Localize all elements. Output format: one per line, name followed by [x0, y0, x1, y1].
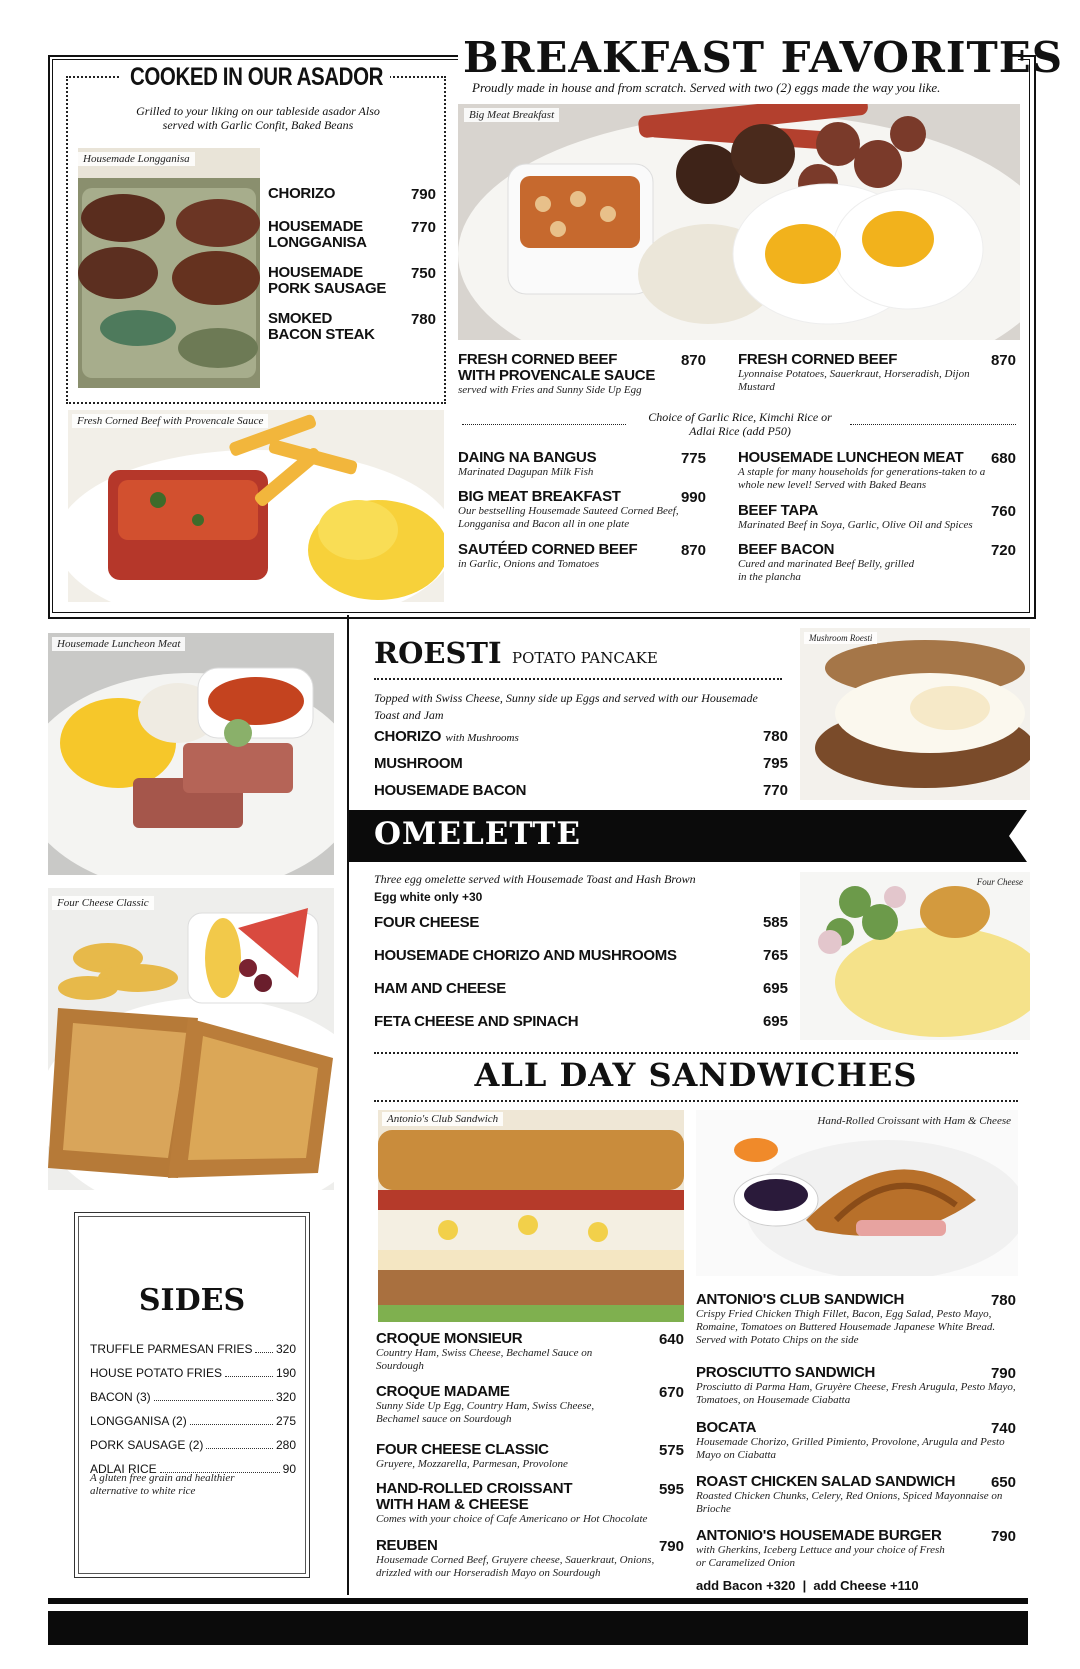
- provencale-caption: Fresh Corned Beef with Provencale Sauce: [72, 414, 268, 428]
- club-sandwich-caption: Antonio's Club Sandwich: [382, 1112, 503, 1126]
- item-name: BIG MEAT BREAKFAST: [458, 488, 621, 505]
- item-name: SMOKED BACON STEAK: [268, 310, 375, 343]
- club-sandwich-image: [378, 1110, 684, 1322]
- sandwich-item: [376, 1481, 684, 1526]
- item-name: CROQUE MADAME: [376, 1383, 510, 1400]
- sandwich-item: [376, 1442, 684, 1471]
- four-cheese-classic-photo: [48, 888, 334, 1190]
- big-breakfast-image: [458, 104, 1020, 340]
- item-price: 760: [990, 503, 1016, 520]
- item-price: 790: [990, 1365, 1016, 1382]
- side-item: [90, 1380, 296, 1404]
- item-description: Our bestselling Housemade Sauteed Corned Beef, Longganisa and Bacon all in one plate: [458, 505, 679, 530]
- item-price: 775: [680, 450, 706, 467]
- breakfast-title: BREAKFAST FAVORITES: [463, 33, 1064, 82]
- item-price: 870: [680, 542, 706, 559]
- luncheon-meat-image: [48, 633, 334, 875]
- roesti-title: ROESTI: [374, 636, 502, 670]
- item-price: 640: [658, 1331, 684, 1348]
- corned-beef-image: [68, 410, 444, 602]
- side-price: 90: [282, 1462, 296, 1476]
- item-description: Housemade Chorizo, Grilled Pimiento, Provolone, Arugula and Pesto Mayo on Ciabatta: [696, 1436, 1005, 1461]
- item-price: 595: [658, 1481, 684, 1498]
- item-description: Sunny Side Up Egg, Country Ham, Swiss Cheese, Bechamel sauce on Sourdough: [376, 1400, 595, 1425]
- dot-leader: [225, 1376, 273, 1377]
- roesti-caption: Mushroom Roesti: [804, 632, 877, 644]
- item-price: 780: [990, 1292, 1016, 1309]
- croissant-caption: Hand-Rolled Croissant with Ham & Cheese: [817, 1115, 1011, 1127]
- side-item: [90, 1332, 296, 1356]
- sandwich-item: [696, 1528, 1016, 1570]
- side-name: TRUFFLE PARMESAN FRIES: [90, 1342, 253, 1356]
- asador-item: [268, 219, 440, 251]
- item-name: FOUR CHEESE CLASSIC: [376, 1441, 549, 1458]
- item-name: HOUSEMADE PORK SAUSAGE: [268, 264, 387, 297]
- roesti-item: [374, 755, 788, 782]
- breakfast-item: [738, 503, 1016, 532]
- omelette-image: [800, 872, 1030, 1040]
- item-price: 770: [762, 782, 788, 799]
- side-name: HOUSE POTATO FRIES: [90, 1366, 223, 1380]
- item-price: 695: [762, 1013, 788, 1030]
- side-name: ADLAI RICE: [90, 1462, 157, 1476]
- asador-item: [268, 186, 440, 202]
- bottom-bar: [48, 1611, 1028, 1645]
- corned-beef-provencale-photo: [68, 410, 444, 602]
- item-name: HOUSEMADE CHORIZO AND MUSHROOMS: [374, 947, 677, 964]
- sandwich-item: [696, 1474, 1016, 1516]
- item-name: BOCATA: [696, 1419, 757, 1436]
- side-item: [90, 1404, 296, 1428]
- rice-note-line-right: [850, 424, 1016, 425]
- item-name: REUBEN: [376, 1537, 438, 1554]
- item-price: 780: [762, 728, 788, 745]
- omelette-item: [374, 914, 788, 947]
- side-name: PORK SAUSAGE (2): [90, 1438, 204, 1452]
- breakfast-item: [458, 542, 706, 571]
- item-name: HOUSEMADE LUNCHEON MEAT: [738, 449, 964, 466]
- side-price: 320: [275, 1342, 296, 1356]
- item-description: A staple for many households for generations-taken to a whole new level! Served with Baked Beans: [738, 466, 986, 491]
- breakfast-item: [738, 450, 1016, 492]
- item-description: Housemade Corned Beef, Gruyere cheese, Sauerkraut, Onions, drizzled with our Horseradish Mayo on Sourdough: [376, 1554, 655, 1579]
- item-name: SAUTÉED CORNED BEEF: [458, 541, 638, 558]
- item-name: HOUSEMADE LONGGANISA: [268, 218, 367, 251]
- roesti-subtitle: POTATO PANCAKE: [512, 649, 658, 667]
- roesti-image: [800, 628, 1030, 800]
- omelette-item: [374, 980, 788, 1013]
- item-name: FOUR CHEESE: [374, 914, 480, 931]
- side-item: [90, 1428, 296, 1452]
- rice-note-line-left: [462, 424, 626, 425]
- item-price: 720: [990, 542, 1016, 559]
- roesti-divider: [374, 678, 782, 680]
- item-name: MUSHROOM: [374, 755, 463, 772]
- asador-item: [268, 265, 440, 297]
- item-price: 870: [680, 352, 706, 369]
- item-price: 750: [410, 265, 436, 282]
- item-description: Marinated Beef in Soya, Garlic, Olive Oil and Spices: [738, 519, 973, 531]
- omelette-item: [374, 947, 788, 980]
- item-price: 780: [410, 311, 436, 328]
- item-name: FRESH CORNED BEEF WITH PROVENCALE SAUCE: [458, 351, 656, 384]
- item-description: served with Fries and Sunny Side Up Egg: [458, 384, 642, 396]
- omelette-description: Three egg omelette served with Housemade Toast and Hash Brown: [374, 872, 696, 886]
- column-divider: [347, 615, 349, 1595]
- item-description: Gruyere, Mozzarella, Parmesan, Provolone: [376, 1458, 568, 1470]
- side-price: 275: [275, 1414, 296, 1428]
- item-price: 795: [762, 755, 788, 772]
- roesti-item: [374, 728, 788, 755]
- grilled-cheese-image: [48, 888, 334, 1190]
- croissant-image: [696, 1110, 1018, 1276]
- item-price: 650: [990, 1474, 1016, 1491]
- breakfast-item: [458, 489, 706, 531]
- item-name: HOUSEMADE BACON: [374, 782, 527, 799]
- item-name: ANTONIO'S CLUB SANDWICH: [696, 1291, 905, 1308]
- item-price: 790: [658, 1538, 684, 1555]
- big-meat-breakfast-photo: [458, 104, 1020, 340]
- bottom-rule: [48, 1598, 1028, 1604]
- sides-title: SIDES: [138, 1283, 246, 1318]
- big-meat-caption: Big Meat Breakfast: [464, 108, 559, 122]
- item-price: 575: [658, 1442, 684, 1459]
- item-price: 670: [658, 1384, 684, 1401]
- item-price: 740: [990, 1420, 1016, 1437]
- sandwiches-divider-top: [374, 1052, 1018, 1054]
- item-name: FETA CHEESE AND SPINACH: [374, 1013, 579, 1030]
- luncheon-meat-photo: [48, 633, 334, 875]
- item-description: Roasted Chicken Chunks, Celery, Red Onions, Spiced Mayonnaise on Brioche: [696, 1490, 1003, 1515]
- four-cheese-omelette-photo: [800, 872, 1030, 1040]
- item-price: 790: [410, 186, 436, 203]
- dot-leader: [190, 1424, 273, 1425]
- item-description: Lyonnaise Potatoes, Sauerkraut, Horseradish, Dijon Mustard: [738, 368, 970, 393]
- roesti-items: [374, 728, 788, 809]
- roesti-description: Topped with Swiss Cheese, Sunny side up Eggs and served with our Housemade Toast and Jam: [374, 691, 758, 722]
- item-name: FRESH CORNED BEEF: [738, 351, 898, 368]
- sandwich-item: [376, 1331, 684, 1373]
- sandwiches-divider-bottom: [374, 1100, 1018, 1102]
- item-name: CROQUE MONSIEUR: [376, 1330, 523, 1347]
- item-price: 770: [410, 219, 436, 236]
- dot-leader: [255, 1352, 273, 1353]
- item-description: Cured and marinated Beef Belly, grilled in the plancha: [738, 558, 915, 583]
- asador-item: [268, 311, 440, 343]
- sandwich-item: [696, 1292, 1016, 1347]
- roesti-item: [374, 782, 788, 809]
- item-name: PROSCIUTTO SANDWICH: [696, 1364, 876, 1381]
- item-name: ROAST CHICKEN SALAD SANDWICH: [696, 1473, 956, 1490]
- four-cheese-omelette-caption: Four Cheese: [976, 877, 1023, 887]
- sausage-plate-image: [78, 148, 260, 388]
- omelette-banner: [349, 810, 1027, 862]
- item-description: Crispy Fried Chicken Thigh Fillet, Bacon, Egg Salad, Pesto Mayo, Romaine, Tomatoes on Buttered Housemade Japanese White Bread. Served with Potato Chips on the side: [696, 1308, 996, 1346]
- rice-note: Choice of Garlic Rice, Kimchi Rice or Adlai Rice (add P50): [648, 410, 832, 438]
- dot-leader: [154, 1400, 273, 1401]
- item-name: DAING NA BANGUS: [458, 449, 597, 466]
- item-price: 990: [680, 489, 706, 506]
- item-description: Prosciutto di Parma Ham, Gruyère Cheese, Fresh Arugula, Pesto Mayo, Tomatoes, on Housemade Ciabatta: [696, 1381, 1016, 1406]
- item-name: HAND-ROLLED CROISSANT WITH HAM & CHEESE: [376, 1480, 573, 1513]
- item-price: 790: [990, 1528, 1016, 1545]
- item-description: Country Ham, Swiss Cheese, Bechamel Sauce on Sourdough: [376, 1347, 593, 1372]
- sandwich-addons: add Bacon +320 | add Cheese +110: [696, 1578, 919, 1593]
- omelette-items: [374, 914, 788, 1046]
- sandwich-item: [376, 1384, 684, 1426]
- adlai-note: A gluten free grain and healthier alternative to white rice: [90, 1472, 235, 1497]
- luncheon-caption: Housemade Luncheon Meat: [52, 637, 185, 651]
- breakfast-item: [738, 352, 1016, 394]
- omelette-title: OMELETTE: [374, 816, 582, 852]
- sandwich-item: [376, 1538, 684, 1580]
- asador-title: COOKED IN OUR ASADOR: [130, 63, 383, 91]
- item-description: Marinated Dagupan Milk Fish: [458, 466, 594, 478]
- omelette-item: [374, 1013, 788, 1046]
- club-sandwich-photo: [378, 1110, 684, 1322]
- side-item: [90, 1356, 296, 1380]
- roesti-heading: [374, 636, 658, 670]
- breakfast-item: [458, 450, 706, 479]
- item-price: 585: [762, 914, 788, 931]
- item-name: ANTONIO'S HOUSEMADE BURGER: [696, 1527, 942, 1544]
- longganisa-caption: Housemade Longganisa: [78, 152, 195, 166]
- item-price: 680: [990, 450, 1016, 467]
- croissant-photo: [696, 1110, 1018, 1276]
- sandwich-item: [696, 1420, 1016, 1462]
- side-price: 320: [275, 1390, 296, 1404]
- item-description: with Gherkins, Iceberg Lettuce and your choice of Fresh or Caramelized Onion: [696, 1544, 945, 1569]
- omelette-egg-white: Egg white only +30: [374, 890, 483, 904]
- breakfast-subtitle: Proudly made in house and from scratch. Served with two (2) eggs made the way you like.: [472, 80, 941, 95]
- four-cheese-caption: Four Cheese Classic: [52, 896, 154, 910]
- mushroom-roesti-photo: [800, 628, 1030, 800]
- dot-leader: [206, 1448, 273, 1449]
- longganisa-photo: [78, 148, 260, 388]
- item-description: in Garlic, Onions and Tomatoes: [458, 558, 600, 570]
- breakfast-item: [458, 352, 706, 397]
- side-name: BACON (3): [90, 1390, 151, 1404]
- sides-list: [90, 1332, 296, 1498]
- item-note: with Mushrooms: [445, 732, 519, 744]
- item-name: CHORIZO: [374, 728, 442, 745]
- item-price: 695: [762, 980, 788, 997]
- item-name: BEEF TAPA: [738, 502, 819, 519]
- item-price: 870: [990, 352, 1016, 369]
- sandwiches-title: ALL DAY SANDWICHES: [474, 1056, 918, 1094]
- asador-subtitle: Grilled to your liking on our tableside asador Also served with Garlic Confit, Baked Beans: [136, 104, 380, 132]
- side-price: 190: [275, 1366, 296, 1380]
- side-price: 280: [275, 1438, 296, 1452]
- item-description: Comes with your choice of Cafe Americano or Hot Chocolate: [376, 1513, 648, 1525]
- item-name: BEEF BACON: [738, 541, 835, 558]
- breakfast-item: [738, 542, 1016, 584]
- item-price: 765: [762, 947, 788, 964]
- side-name: LONGGANISA (2): [90, 1414, 187, 1428]
- item-name: CHORIZO: [268, 185, 336, 202]
- item-name: HAM AND CHEESE: [374, 980, 506, 997]
- sandwich-item: [696, 1365, 1016, 1407]
